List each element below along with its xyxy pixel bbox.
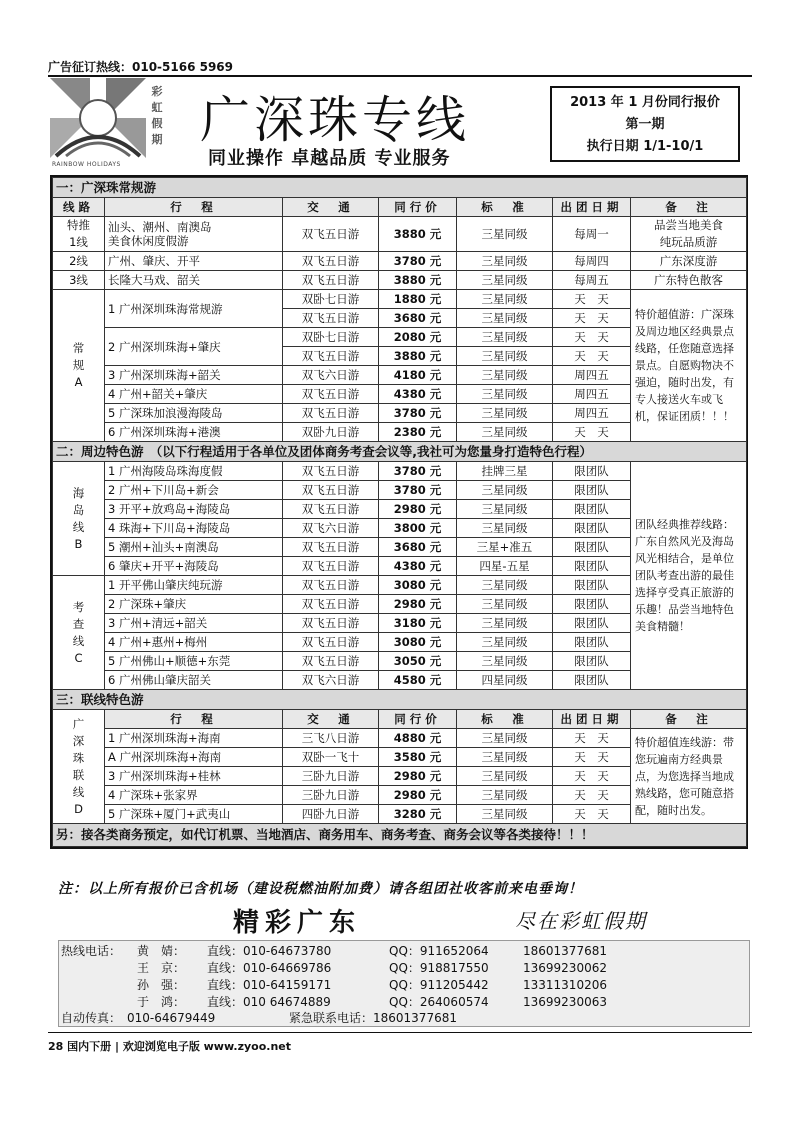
issue-title: 2013 年 1 月份同行报价 <box>570 95 720 110</box>
standard-cell: 三星同级 <box>457 423 553 442</box>
route-cell: 1 开平佛山肇庆纯玩游 <box>105 576 283 595</box>
rainbow-sun-logo-icon <box>50 78 146 160</box>
price-cell: 4380 元 <box>379 385 457 404</box>
ad-hotline: 广告征订热线：010-5166 5969 <box>48 60 234 74</box>
bottom-rule <box>48 1032 752 1033</box>
section-title: 二：周边特色游 （以下行程适用于各单位及团体商务考查会议等,我社可为您量身打造特色行程） <box>53 442 747 462</box>
date-cell: 天 天 <box>553 309 631 328</box>
column-header: 备 注 <box>631 198 747 217</box>
contact-phone: 直线：010-64673780 <box>207 944 332 958</box>
date-cell: 每周一 <box>553 217 631 252</box>
date-cell: 限团队 <box>553 462 631 481</box>
contact-name: 于 鸿： <box>137 995 186 1009</box>
route-cell: 2 广州深圳珠海+肇庆 <box>105 328 283 366</box>
top-rule <box>48 75 752 77</box>
standard-cell: 三星同级 <box>457 271 553 290</box>
date-cell: 周四五 <box>553 366 631 385</box>
route-cell: 5 广州佛山+顺德+东莞 <box>105 652 283 671</box>
transport-cell: 双飞五日游 <box>283 576 379 595</box>
price-cell: 3050 元 <box>379 652 457 671</box>
header <box>50 78 750 172</box>
date-cell: 天 天 <box>553 290 631 309</box>
date-cell: 天 天 <box>553 347 631 366</box>
date-cell: 每周四 <box>553 252 631 271</box>
section-title: 三：联线特色游 <box>53 690 747 710</box>
transport-cell: 双飞五日游 <box>283 309 379 328</box>
route-cell: 6 广州佛山肇庆韶关 <box>105 671 283 690</box>
group-label: 常 规 A <box>53 290 105 442</box>
group-note: 特价超值游：广深珠及周边地区经典景点线路，任您随意选择景点。自愿购物决不强迫，随时出发，有专人接送火车或飞机，保证团质！！！ <box>631 290 747 442</box>
section-title: 一：广深珠常规游 <box>53 178 747 198</box>
standard-cell: 三星同级 <box>457 805 553 824</box>
transport-cell: 双飞五日游 <box>283 557 379 576</box>
price-cell: 2980 元 <box>379 786 457 805</box>
column-header: 行 程 <box>105 710 283 729</box>
standard-cell: 三星同级 <box>457 595 553 614</box>
standard-cell: 三星同级 <box>457 729 553 748</box>
date-cell: 限团队 <box>553 614 631 633</box>
date-cell: 天 天 <box>553 786 631 805</box>
table-row <box>53 462 747 481</box>
route-cell: A 广州深圳珠海+海南 <box>105 748 283 767</box>
route-cell: 3 开平+放鸡岛+海陵岛 <box>105 500 283 519</box>
price-cell: 2980 元 <box>379 500 457 519</box>
standard-cell: 四星-五星 <box>457 557 553 576</box>
logo <box>50 78 170 172</box>
issue-info-box <box>550 86 740 162</box>
column-header: 同行价 <box>379 710 457 729</box>
line-cell: 2线 <box>53 252 105 271</box>
contact-phone: 直线：010-64669786 <box>207 961 332 975</box>
transport-cell: 双飞五日游 <box>283 481 379 500</box>
transport-cell: 双飞五日游 <box>283 595 379 614</box>
transport-cell: 双飞六日游 <box>283 671 379 690</box>
transport-cell: 三卧九日游 <box>283 786 379 805</box>
column-header: 线路 <box>53 198 105 217</box>
issue-number: 第一期 <box>625 117 665 132</box>
date-cell: 天 天 <box>553 328 631 347</box>
route-cell: 2 广州+下川岛+新会 <box>105 481 283 500</box>
transport-cell: 双飞五日游 <box>283 614 379 633</box>
table-row <box>53 252 747 271</box>
column-header: 标 准 <box>457 198 553 217</box>
standard-cell: 三星同级 <box>457 481 553 500</box>
slogan-small: 尽在彩虹假期 <box>515 909 647 933</box>
line-cell: 特推 1线 <box>53 217 105 252</box>
price-cell: 3880 元 <box>379 217 457 252</box>
standard-cell: 三星同级 <box>457 347 553 366</box>
date-cell: 限团队 <box>553 538 631 557</box>
standard-cell: 三星同级 <box>457 767 553 786</box>
transport-cell: 三卧九日游 <box>283 767 379 786</box>
brand-title: 广深珠专线 <box>200 91 470 149</box>
section-header <box>53 442 747 462</box>
transport-cell: 双飞五日游 <box>283 500 379 519</box>
column-header: 备 注 <box>631 710 747 729</box>
standard-cell: 三星同级 <box>457 404 553 423</box>
contact-mobile: 13311310206 <box>523 978 607 992</box>
transport-cell: 双卧一飞十 <box>283 748 379 767</box>
price-cell: 2380 元 <box>379 423 457 442</box>
transport-cell: 双飞五日游 <box>283 271 379 290</box>
transport-cell: 双卧九日游 <box>283 423 379 442</box>
price-cell: 3780 元 <box>379 404 457 423</box>
route-cell: 4 广深珠+张家界 <box>105 786 283 805</box>
contact-name: 孙 强： <box>137 978 186 992</box>
route-cell: 广州、肇庆、开平 <box>105 252 283 271</box>
standard-cell: 三星+准五 <box>457 538 553 557</box>
price-cell: 2080 元 <box>379 328 457 347</box>
standard-cell: 三星同级 <box>457 385 553 404</box>
standard-cell: 四星同级 <box>457 671 553 690</box>
date-cell: 限团队 <box>553 519 631 538</box>
transport-cell: 四卧九日游 <box>283 805 379 824</box>
price-cell: 3080 元 <box>379 576 457 595</box>
note-cell: 广东特色散客 <box>631 271 747 290</box>
contact-mobile: 18601377681 <box>523 944 607 958</box>
route-cell: 3 广州深圳珠海+韶关 <box>105 366 283 385</box>
service-note: 另：接各类商务预定，如代订机票、当地酒店、商务用车、商务考查、商务会议等各类接待！！！ <box>53 824 747 847</box>
standard-cell: 三星同级 <box>457 519 553 538</box>
transport-cell: 双飞五日游 <box>283 347 379 366</box>
transport-cell: 双飞五日游 <box>283 217 379 252</box>
slogan-big: 精彩广东 <box>233 908 362 938</box>
logo-text: 彩 虹 假 期 <box>151 85 163 146</box>
price-cell: 3880 元 <box>379 271 457 290</box>
standard-cell: 挂牌三星 <box>457 462 553 481</box>
route-cell: 4 广州+惠州+梅州 <box>105 633 283 652</box>
date-cell: 限团队 <box>553 557 631 576</box>
price-cell: 4580 元 <box>379 671 457 690</box>
date-cell: 周四五 <box>553 385 631 404</box>
date-cell: 限团队 <box>553 633 631 652</box>
date-cell: 限团队 <box>553 595 631 614</box>
date-cell: 天 天 <box>553 805 631 824</box>
route-cell: 1 广州深圳珠海常规游 <box>105 290 283 328</box>
route-cell: 6 广州深圳珠海+港澳 <box>105 423 283 442</box>
date-cell: 限团队 <box>553 500 631 519</box>
table-row <box>53 271 747 290</box>
transport-cell: 双飞五日游 <box>283 462 379 481</box>
transport-cell: 双飞五日游 <box>283 652 379 671</box>
route-cell: 2 广深珠+肇庆 <box>105 595 283 614</box>
contacts-box <box>58 940 750 1027</box>
contact-mobile: 13699230062 <box>523 961 607 975</box>
column-header: 交 通 <box>283 710 379 729</box>
column-header: 行 程 <box>105 198 283 217</box>
transport-cell: 双卧七日游 <box>283 328 379 347</box>
route-cell: 4 珠海+下川岛+海陵岛 <box>105 519 283 538</box>
route-cell: 汕头、潮州、南澳岛 美食休闲度假游 <box>105 217 283 252</box>
standard-cell: 三星同级 <box>457 366 553 385</box>
transport-cell: 双飞六日游 <box>283 519 379 538</box>
section-header <box>53 178 747 198</box>
route-cell: 5 潮州+汕头+南澳岛 <box>105 538 283 557</box>
route-cell: 5 广深珠加浪漫海陵岛 <box>105 404 283 423</box>
route-cell: 5 广深珠+厦门+武夷山 <box>105 805 283 824</box>
route-cell: 6 肇庆+开平+海陵岛 <box>105 557 283 576</box>
contacts-label: 热线电话： <box>61 944 122 958</box>
transport-cell: 双飞五日游 <box>283 538 379 557</box>
contact-qq: QQ：911652064 <box>389 944 489 958</box>
section-header <box>53 690 747 710</box>
standard-cell: 三星同级 <box>457 614 553 633</box>
group-label: 考 查 线 C <box>53 576 105 690</box>
note-cell: 广东深度游 <box>631 252 747 271</box>
date-cell: 周四五 <box>553 404 631 423</box>
date-cell: 限团队 <box>553 671 631 690</box>
contact-name: 王 京： <box>137 961 186 975</box>
line-cell: 3线 <box>53 271 105 290</box>
standard-cell: 三星同级 <box>457 786 553 805</box>
price-cell: 4180 元 <box>379 366 457 385</box>
logo-subtitle: RAINBOW HOLIDAYS <box>52 161 121 168</box>
standard-cell: 三星同级 <box>457 328 553 347</box>
transport-cell: 双卧七日游 <box>283 290 379 309</box>
standard-cell: 三星同级 <box>457 252 553 271</box>
price-cell: 3800 元 <box>379 519 457 538</box>
route-cell: 1 广州海陵岛珠海度假 <box>105 462 283 481</box>
date-cell: 限团队 <box>553 576 631 595</box>
date-cell: 每周五 <box>553 271 631 290</box>
footer-row <box>53 824 747 847</box>
date-cell: 天 天 <box>553 729 631 748</box>
standard-cell: 三星同级 <box>457 290 553 309</box>
date-cell: 限团队 <box>553 481 631 500</box>
date-cell: 天 天 <box>553 767 631 786</box>
contact-mobile: 13699230063 <box>523 995 607 1009</box>
price-cell: 2980 元 <box>379 767 457 786</box>
route-cell: 4 广州+韶关+肇庆 <box>105 385 283 404</box>
price-cell: 3080 元 <box>379 633 457 652</box>
contact-qq: QQ：918817550 <box>389 961 489 975</box>
price-cell: 3680 元 <box>379 309 457 328</box>
page-footer: 28 国内下册 | 欢迎浏览电子版 www.zyoo.net <box>48 1040 292 1053</box>
price-cell: 3780 元 <box>379 481 457 500</box>
transport-cell: 双飞五日游 <box>283 404 379 423</box>
column-header: 同行价 <box>379 198 457 217</box>
table-row <box>53 290 747 309</box>
table-row <box>53 217 747 252</box>
header-row <box>53 198 747 217</box>
standard-cell: 三星同级 <box>457 576 553 595</box>
group-label: 海 岛 线 B <box>53 462 105 576</box>
standard-cell: 三星同级 <box>457 500 553 519</box>
price-table-wrapper <box>50 175 748 849</box>
price-cell: 3780 元 <box>379 462 457 481</box>
transport-cell: 三飞八日游 <box>283 729 379 748</box>
standard-cell: 三星同级 <box>457 633 553 652</box>
route-cell: 长隆大马戏、韶关 <box>105 271 283 290</box>
issue-dates: 执行日期 1/1-10/1 <box>586 139 704 154</box>
standard-cell: 三星同级 <box>457 748 553 767</box>
column-header: 出团日期 <box>553 710 631 729</box>
transport-cell: 双飞五日游 <box>283 633 379 652</box>
standard-cell: 三星同级 <box>457 652 553 671</box>
transport-cell: 双飞五日游 <box>283 252 379 271</box>
price-cell: 3280 元 <box>379 805 457 824</box>
price-cell: 3680 元 <box>379 538 457 557</box>
column-header: 出团日期 <box>553 198 631 217</box>
contact-name: 黄 婧： <box>137 944 186 958</box>
note-cell: 品尝当地美食 纯玩品质游 <box>631 217 747 252</box>
footer-slogan <box>215 902 695 938</box>
date-cell: 天 天 <box>553 423 631 442</box>
price-cell: 2980 元 <box>379 595 457 614</box>
price-notice: 注：以上所有报价已含机场（建设税燃油附加费）请各组团社收客前来电垂询！ <box>58 881 583 897</box>
table-row <box>53 729 747 748</box>
price-table <box>52 177 747 847</box>
price-cell: 4880 元 <box>379 729 457 748</box>
contact-qq: QQ：264060574 <box>389 995 489 1009</box>
transport-cell: 双飞六日游 <box>283 366 379 385</box>
group-note: 团队经典推荐线路：广东自然风光及海岛风光相结合，是单位团队考查出游的最佳选择亨受真正旅游的乐趣！品尝当地特色美食精髓！ <box>631 462 747 690</box>
group-note: 特价超值连线游：带您玩遍南方经典景点，为您选择当地成熟线路，您可随意搭配，随时出发。 <box>631 729 747 824</box>
group-label: 广 深 珠 联 线 D <box>53 710 105 824</box>
date-cell: 限团队 <box>553 652 631 671</box>
price-cell: 1880 元 <box>379 290 457 309</box>
price-cell: 4380 元 <box>379 557 457 576</box>
route-cell: 3 广州+清远+韶关 <box>105 614 283 633</box>
brand-slogan: 同业操作 卓越品质 专业服务 <box>208 148 451 169</box>
route-cell: 1 广州深圳珠海+海南 <box>105 729 283 748</box>
transport-cell: 双飞五日游 <box>283 385 379 404</box>
route-cell: 3 广州深圳珠海+桂林 <box>105 767 283 786</box>
standard-cell: 三星同级 <box>457 217 553 252</box>
emergency-phone: 紧急联系电话：18601377681 <box>289 1011 457 1025</box>
contact-phone: 直线：010 64674889 <box>207 995 331 1009</box>
column-header: 交 通 <box>283 198 379 217</box>
date-cell: 天 天 <box>553 748 631 767</box>
price-cell: 3880 元 <box>379 347 457 366</box>
contact-qq: QQ：911205442 <box>389 978 489 992</box>
column-header: 标 准 <box>457 710 553 729</box>
fax-number: 自动传真： 010-64679449 <box>61 1011 216 1025</box>
price-cell: 3780 元 <box>379 252 457 271</box>
price-cell: 3180 元 <box>379 614 457 633</box>
contact-phone: 直线：010-64159171 <box>207 978 332 992</box>
header-row <box>53 710 747 729</box>
price-cell: 3580 元 <box>379 748 457 767</box>
standard-cell: 三星同级 <box>457 309 553 328</box>
